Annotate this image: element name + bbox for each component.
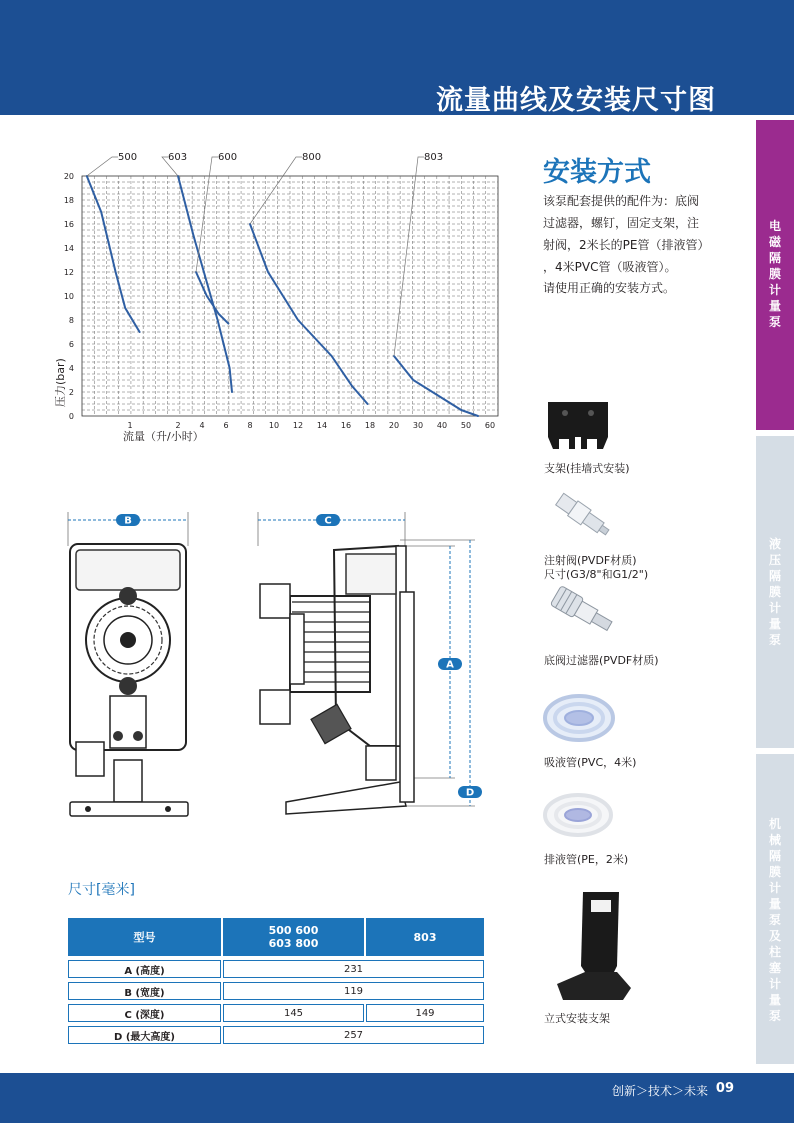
y-tick-label: 18 (63, 196, 74, 205)
side-tab-char: 及 (768, 929, 781, 943)
accessory-label: 注射阀(PVDF材质) (544, 554, 637, 567)
row-value: 145 (223, 1004, 364, 1022)
x-tick-label: 20 (388, 421, 400, 430)
callout-leader (87, 157, 118, 176)
x-tick-label: 1 (127, 421, 133, 430)
dim-tag-c-label: C (324, 515, 332, 527)
x-tick-label: 10 (268, 421, 280, 430)
side-tab-label (756, 816, 794, 1024)
y-tick-label: 0 (68, 412, 74, 421)
row-value: 149 (366, 1004, 484, 1022)
series-name-label: 803 (424, 152, 444, 163)
side-tab-char: 泵 (768, 315, 781, 329)
x-tick-label: 50 (460, 421, 472, 430)
side-tab-char: 隔 (768, 849, 781, 863)
header-group2: 803 (366, 918, 484, 956)
side-tab-char: 膜 (768, 267, 781, 281)
y-tick-label: 10 (63, 292, 74, 301)
y-tick-label: 20 (63, 172, 74, 181)
table-row (68, 960, 484, 978)
side-tab-char: 械 (768, 833, 781, 847)
desc-line: 射阀，2米长的PE管（排液管） (543, 238, 710, 252)
x-ticks (127, 421, 495, 430)
side-tab-char: 计 (768, 977, 781, 991)
header-model: 型号 (68, 918, 221, 956)
side-tab-char: 膜 (768, 865, 781, 879)
x-tick-label: 8 (247, 421, 253, 430)
row-label: D (最大高度) (68, 1026, 221, 1044)
series-name-label: 600 (218, 152, 238, 163)
row-value: 257 (223, 1026, 484, 1044)
desc-line: 该泵配套提供的配件为：底阀 (543, 194, 700, 208)
side-tab-char: 计 (768, 881, 781, 895)
dimensions-table (66, 914, 486, 1048)
x-tick-label: 16 (340, 421, 352, 430)
side-tab-char: 量 (768, 897, 781, 911)
y-tick-label: 12 (63, 268, 74, 277)
side-tab-char: 量 (768, 299, 781, 313)
side-tab-label (756, 536, 794, 648)
install-title: 安装方式 (543, 157, 651, 188)
desc-line: 过滤器，螺钉，固定支架，注 (543, 216, 700, 230)
y-tick-label: 16 (63, 220, 74, 229)
side-tab-char: 塞 (768, 961, 781, 975)
side-tab-char: 量 (768, 993, 781, 1007)
footer-slogan: 创新＞技术＞未来 (611, 1084, 708, 1098)
side-tab-char: 压 (768, 553, 781, 567)
side-tab-char: 计 (768, 283, 781, 297)
chart-grid (82, 176, 498, 416)
x-tick-label: 2 (175, 421, 181, 430)
x-tick-label: 12 (292, 421, 304, 430)
side-tab-hydraulic[interactable] (756, 436, 794, 748)
series-name-label: 603 (168, 152, 188, 163)
x-tick-label: 30 (412, 421, 424, 430)
dim-tag-a-label: A (446, 659, 454, 671)
pump-front-view (60, 510, 200, 820)
desc-line: ，4米PVC管（吸液管）。 (543, 260, 677, 274)
accessory-label: 立式安装支架 (544, 1012, 610, 1025)
table-header-row (68, 918, 484, 956)
side-tab-char: 机 (768, 817, 781, 831)
row-value: 231 (223, 960, 484, 978)
side-tab-char: 柱 (768, 945, 781, 959)
x-tick-label: 6 (223, 421, 229, 430)
side-tab-electromagnetic[interactable] (756, 120, 794, 430)
accessory-label: 底阀过滤器(PVDF材质) (544, 654, 659, 667)
injection-valve-image (547, 487, 615, 542)
series-line-803 (394, 356, 478, 416)
foot-valve-filter-image (547, 584, 619, 640)
pump-side-view (250, 510, 500, 820)
side-tab-char: 泵 (768, 1009, 781, 1023)
accessory-label: 支架(挂墙式安装) (544, 462, 630, 475)
y-tick-label: 8 (68, 316, 74, 325)
accessory-label: 吸液管(PVC，4米) (544, 756, 637, 769)
x-tick-label: 18 (364, 421, 376, 430)
series-name-label: 500 (118, 152, 138, 163)
page-title: 流量曲线及安装尺寸图 (436, 85, 716, 116)
side-tab-label (756, 218, 794, 330)
y-tick-label: 6 (68, 340, 74, 349)
header-group1-line1: 500 600 (268, 924, 319, 937)
x-axis-label: 流量（升/小时） (123, 430, 204, 443)
x-tick-label: 14 (316, 421, 328, 430)
x-tick-label: 4 (199, 421, 205, 430)
y-tick-label: 2 (68, 388, 74, 397)
page-number: 09 (715, 1081, 734, 1096)
y-axis-label: 压力(bar) (54, 358, 67, 407)
side-tab-char: 隔 (768, 251, 781, 265)
side-tab-char: 磁 (768, 235, 781, 249)
row-label: C (深度) (68, 1004, 221, 1022)
side-tab-char: 膜 (768, 585, 781, 599)
accessory-label: 排液管(PE，2米) (544, 853, 629, 866)
table-row (68, 1004, 484, 1022)
side-tab-char: 泵 (768, 913, 781, 927)
callout-leader (250, 157, 302, 224)
table-row (68, 982, 484, 1000)
x-tick-label: 40 (436, 421, 448, 430)
floor-stand-image (553, 888, 633, 1006)
row-value: 119 (223, 982, 484, 1000)
table-row (68, 1026, 484, 1044)
y-tick-label: 4 (68, 364, 74, 373)
row-label: A (高度) (68, 960, 221, 978)
suction-tube-image (541, 690, 617, 746)
side-tab-char: 电 (768, 219, 781, 233)
flow-curve-chart (40, 145, 510, 450)
series-name-label: 800 (302, 152, 322, 163)
install-description (543, 190, 728, 278)
dim-tag-b-label: B (124, 515, 132, 527)
side-tab-char: 计 (768, 601, 781, 615)
install-note: 请使用正确的安装方式。 (543, 281, 676, 295)
row-label: B (宽度) (68, 982, 221, 1000)
side-tab-char: 液 (768, 537, 781, 551)
side-tab-mechanical[interactable] (756, 754, 794, 1064)
accessory-label-size: 尺寸(G3/8"和G1/2") (544, 568, 649, 581)
dim-tag-d-label: D (465, 787, 475, 799)
side-tab-char: 量 (768, 617, 781, 631)
discharge-tube-image (541, 788, 615, 842)
wall-bracket-image (545, 399, 611, 451)
side-tab-char: 隔 (768, 569, 781, 583)
header-group1 (223, 918, 364, 956)
header-group1-line2: 603 800 (268, 937, 319, 950)
x-tick-label: 60 (484, 421, 496, 430)
dimensions-title: 尺寸[毫米] (68, 882, 135, 898)
y-tick-label: 14 (63, 244, 74, 253)
side-tab-char: 泵 (768, 633, 781, 647)
